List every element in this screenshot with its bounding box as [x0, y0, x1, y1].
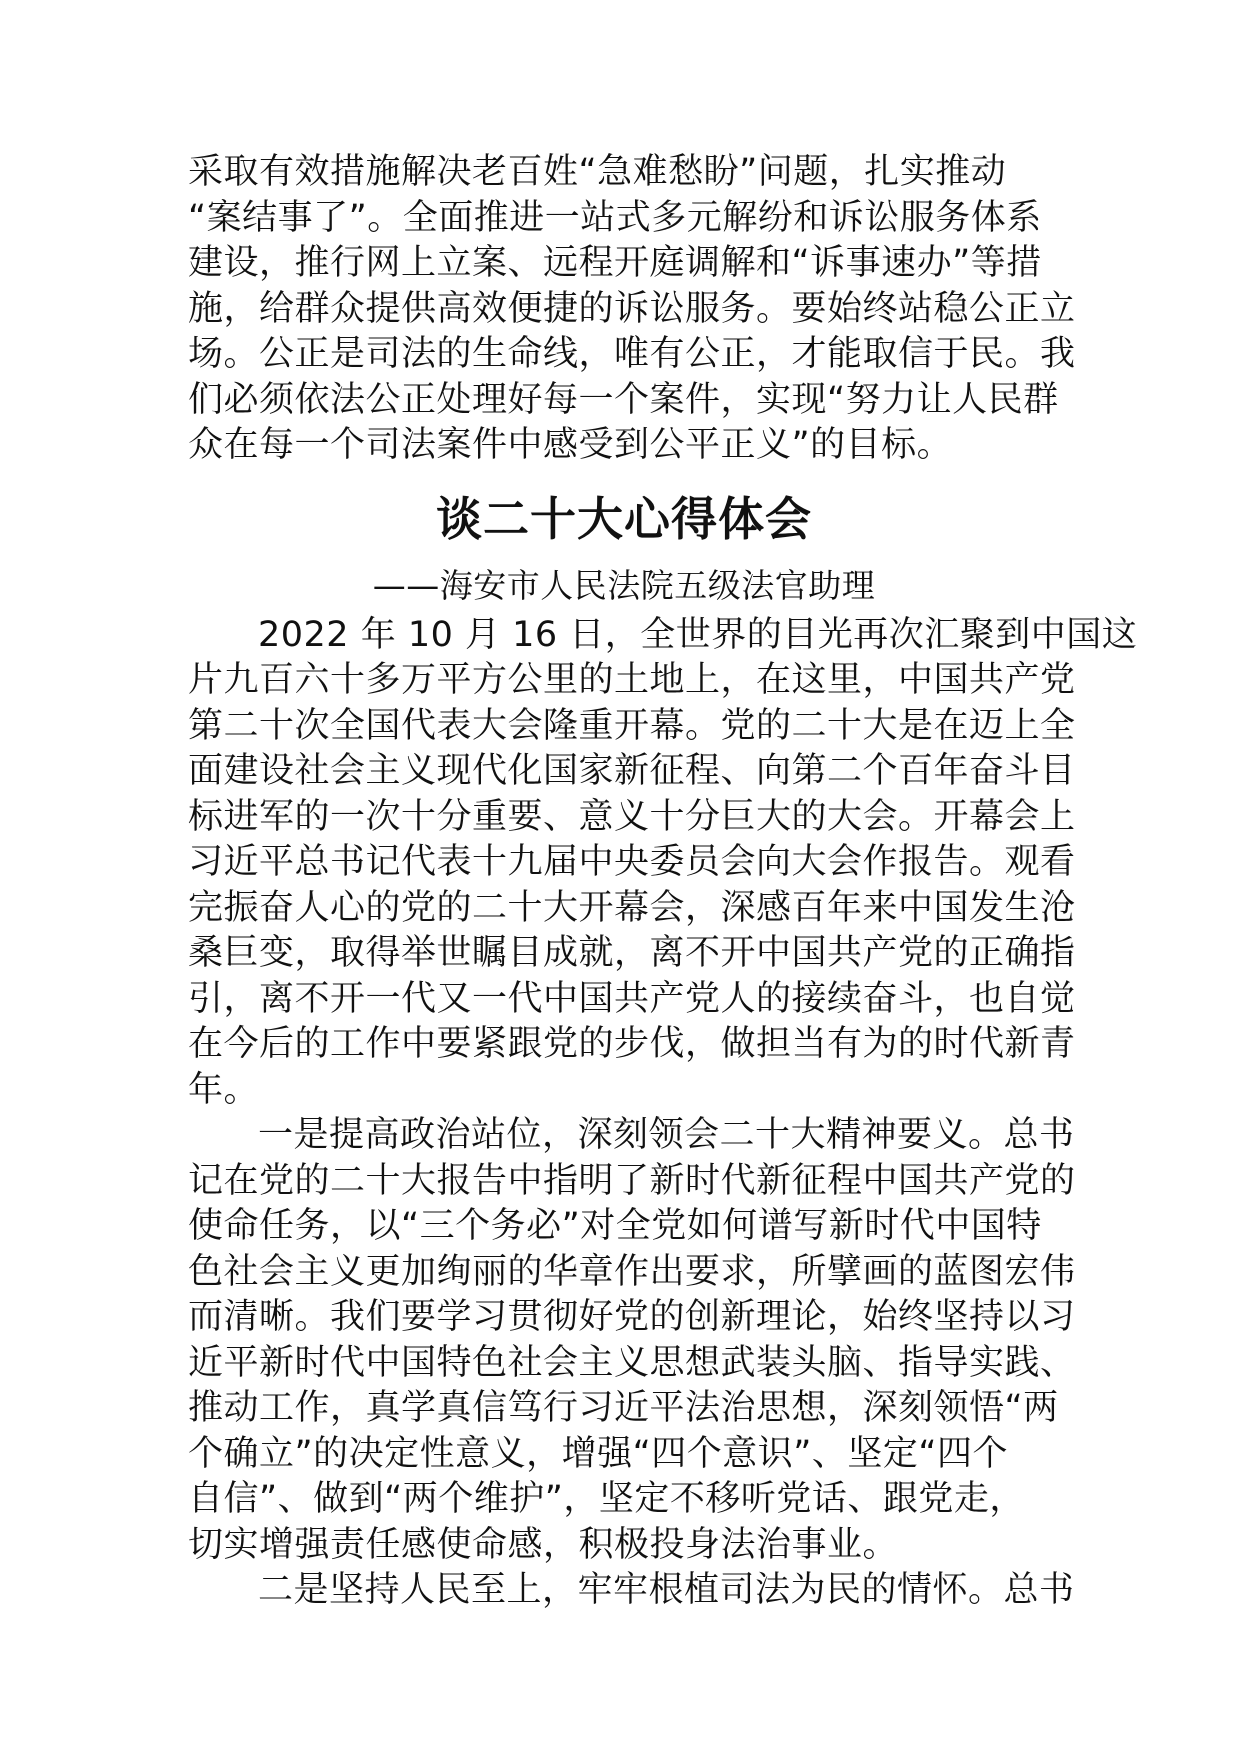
paragraph-1: [188, 613, 1138, 1114]
document-body: [188, 150, 1138, 1614]
text-line: 个确立”的决定性意义，增强“四个意识”、坚定“四个: [188, 1433, 1009, 1474]
text-line: 们必须依法公正处理好每一个案件，实现“努力让人民群: [188, 379, 1059, 420]
text-line: 二是坚持人民至上，牢牢根植司法为民的情怀。总书: [258, 1570, 1075, 1610]
text-line: 建设，推行网上立案、远程开庭调解和“诉事速办”等措: [188, 243, 1042, 283]
article-title: 谈二十大心得体会: [436, 491, 812, 546]
intro-paragraph: [188, 150, 1076, 469]
text-line: 自信”、做到“两个维护”，坚定不移听党话、跟党走，: [188, 1479, 1025, 1519]
text-line: 标进军的一次十分重要、意义十分巨大的大会。开幕会上: [188, 796, 1076, 837]
text-line: 在今后的工作中要紧跟党的步伐，做担当有为的时代新青: [188, 1024, 1076, 1064]
text-line: 色社会主义更加绚丽的华章作出要求，所擘画的蓝图宏伟: [188, 1251, 1076, 1292]
text-line: 完振奋人心的党的二十大开幕会，深感百年来中国发生沧: [188, 887, 1076, 928]
text-line: 面建设社会主义现代化国家新征程、向第二个百年奋斗目: [188, 751, 1076, 791]
paragraph-3: [188, 1568, 1075, 1614]
article-subtitle: ——海安市人民法院五级法官助理: [372, 565, 876, 605]
text-line: 年。: [188, 1069, 260, 1110]
text-line: 众在每一个司法案件中感受到公平正义”的目标。: [188, 425, 953, 465]
text-line: 第二十次全国代表大会隆重开幕。党的二十大是在迈上全: [188, 705, 1076, 746]
text-line: 切实增强责任感使命感，积极投身法治事业。: [188, 1524, 899, 1565]
paragraph-2: [188, 1113, 1076, 1568]
text-line: 记在党的二十大报告中指明了新时代新征程中国共产党的: [188, 1160, 1076, 1201]
text-line: 2022 年 10 月 16 日，全世界的目光再次汇聚到中国这: [258, 614, 1138, 655]
text-line: 桑巨变，取得举世瞩目成就，离不开中国共产党的正确指: [188, 933, 1076, 973]
text-line: 使命任务，以“三个务必”对全党如何谱写新时代中国特: [188, 1206, 1042, 1246]
text-line: 一是提高政治站位，深刻领会二十大精神要义。总书: [258, 1115, 1075, 1155]
text-line: 施，给群众提供高效便捷的诉讼服务。要始终站稳公正立: [188, 288, 1076, 329]
text-line: 场。公正是司法的生命线，唯有公正，才能取信于民。我: [188, 334, 1076, 374]
text-line: “案结事了”。全面推进一站式多元解纷和诉讼服务体系: [188, 197, 1042, 238]
text-line: 片九百六十多万平方公里的土地上，在这里，中国共产党: [188, 660, 1076, 700]
text-line: 推动工作，真学真信笃行习近平法治思想，深刻领悟“两: [188, 1388, 1059, 1428]
text-line: 习近平总书记代表十九届中央委员会向大会作报告。观看: [188, 842, 1076, 882]
text-line: 近平新时代中国特色社会主义思想武装头脑、指导实践、: [188, 1342, 1076, 1383]
text-line: 引，离不开一代又一代中国共产党人的接续奋斗，也自觉: [188, 978, 1076, 1019]
text-line: 采取有效措施解决老百姓“急难愁盼”问题，扎实推动: [188, 152, 1007, 192]
text-line: 而清晰。我们要学习贯彻好党的创新理论，始终坚持以习: [188, 1297, 1076, 1337]
